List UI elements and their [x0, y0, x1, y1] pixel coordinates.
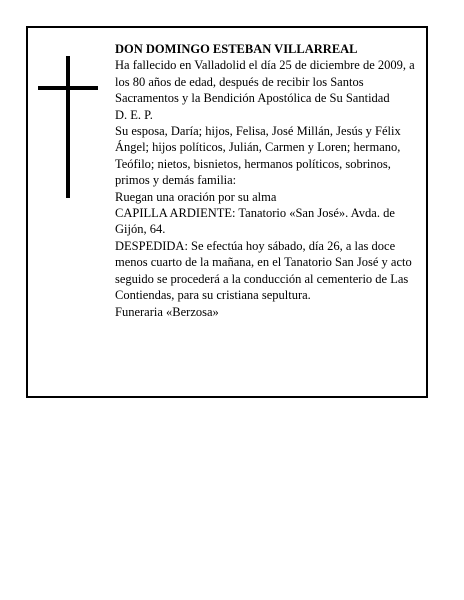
chapel-info: CAPILLA ARDIENTE: Tanatorio «San José». Avda. de Gijón, 64.: [115, 206, 395, 237]
rest-in-peace: D. E. P.: [115, 107, 153, 122]
notice-text-block: [115, 41, 421, 320]
cross-icon: [38, 56, 98, 198]
family-members: Su esposa, Daría; hijos, Felisa, José Millán, Jesús y Félix Ángel; hijos políticos, Julián, Carmen y Loren; hermano, Teófilo; nietos, bisnietos, hermanos políticos, sobrinos, primos y demás familia:: [115, 124, 401, 188]
death-announcement: Ha fallecido en Valladolid el día 25 de diciembre de 2009, a los 80 años de edad, después de recibir los Santos Sacramentos y la Bendición Apostólica de Su Santidad: [115, 58, 415, 106]
cross-horizontal-bar: [38, 86, 98, 90]
deceased-name: DON DOMINGO ESTEBAN VILLARREAL: [115, 42, 358, 56]
farewell-info: DESPEDIDA: Se efectúa hoy sábado, día 26, a las doce menos cuarto de la mañana, en el Tanatorio San José y acto seguido se procederá a la conducción al cementerio de Las Contiendas, para su cristiana sepultura.: [115, 238, 412, 303]
obituary-notice: [26, 26, 428, 398]
prayer-request: Ruegan una oración por su alma: [115, 189, 277, 204]
cross-vertical-bar: [66, 56, 70, 198]
funeral-home: Funeraria «Berzosa»: [115, 304, 219, 319]
